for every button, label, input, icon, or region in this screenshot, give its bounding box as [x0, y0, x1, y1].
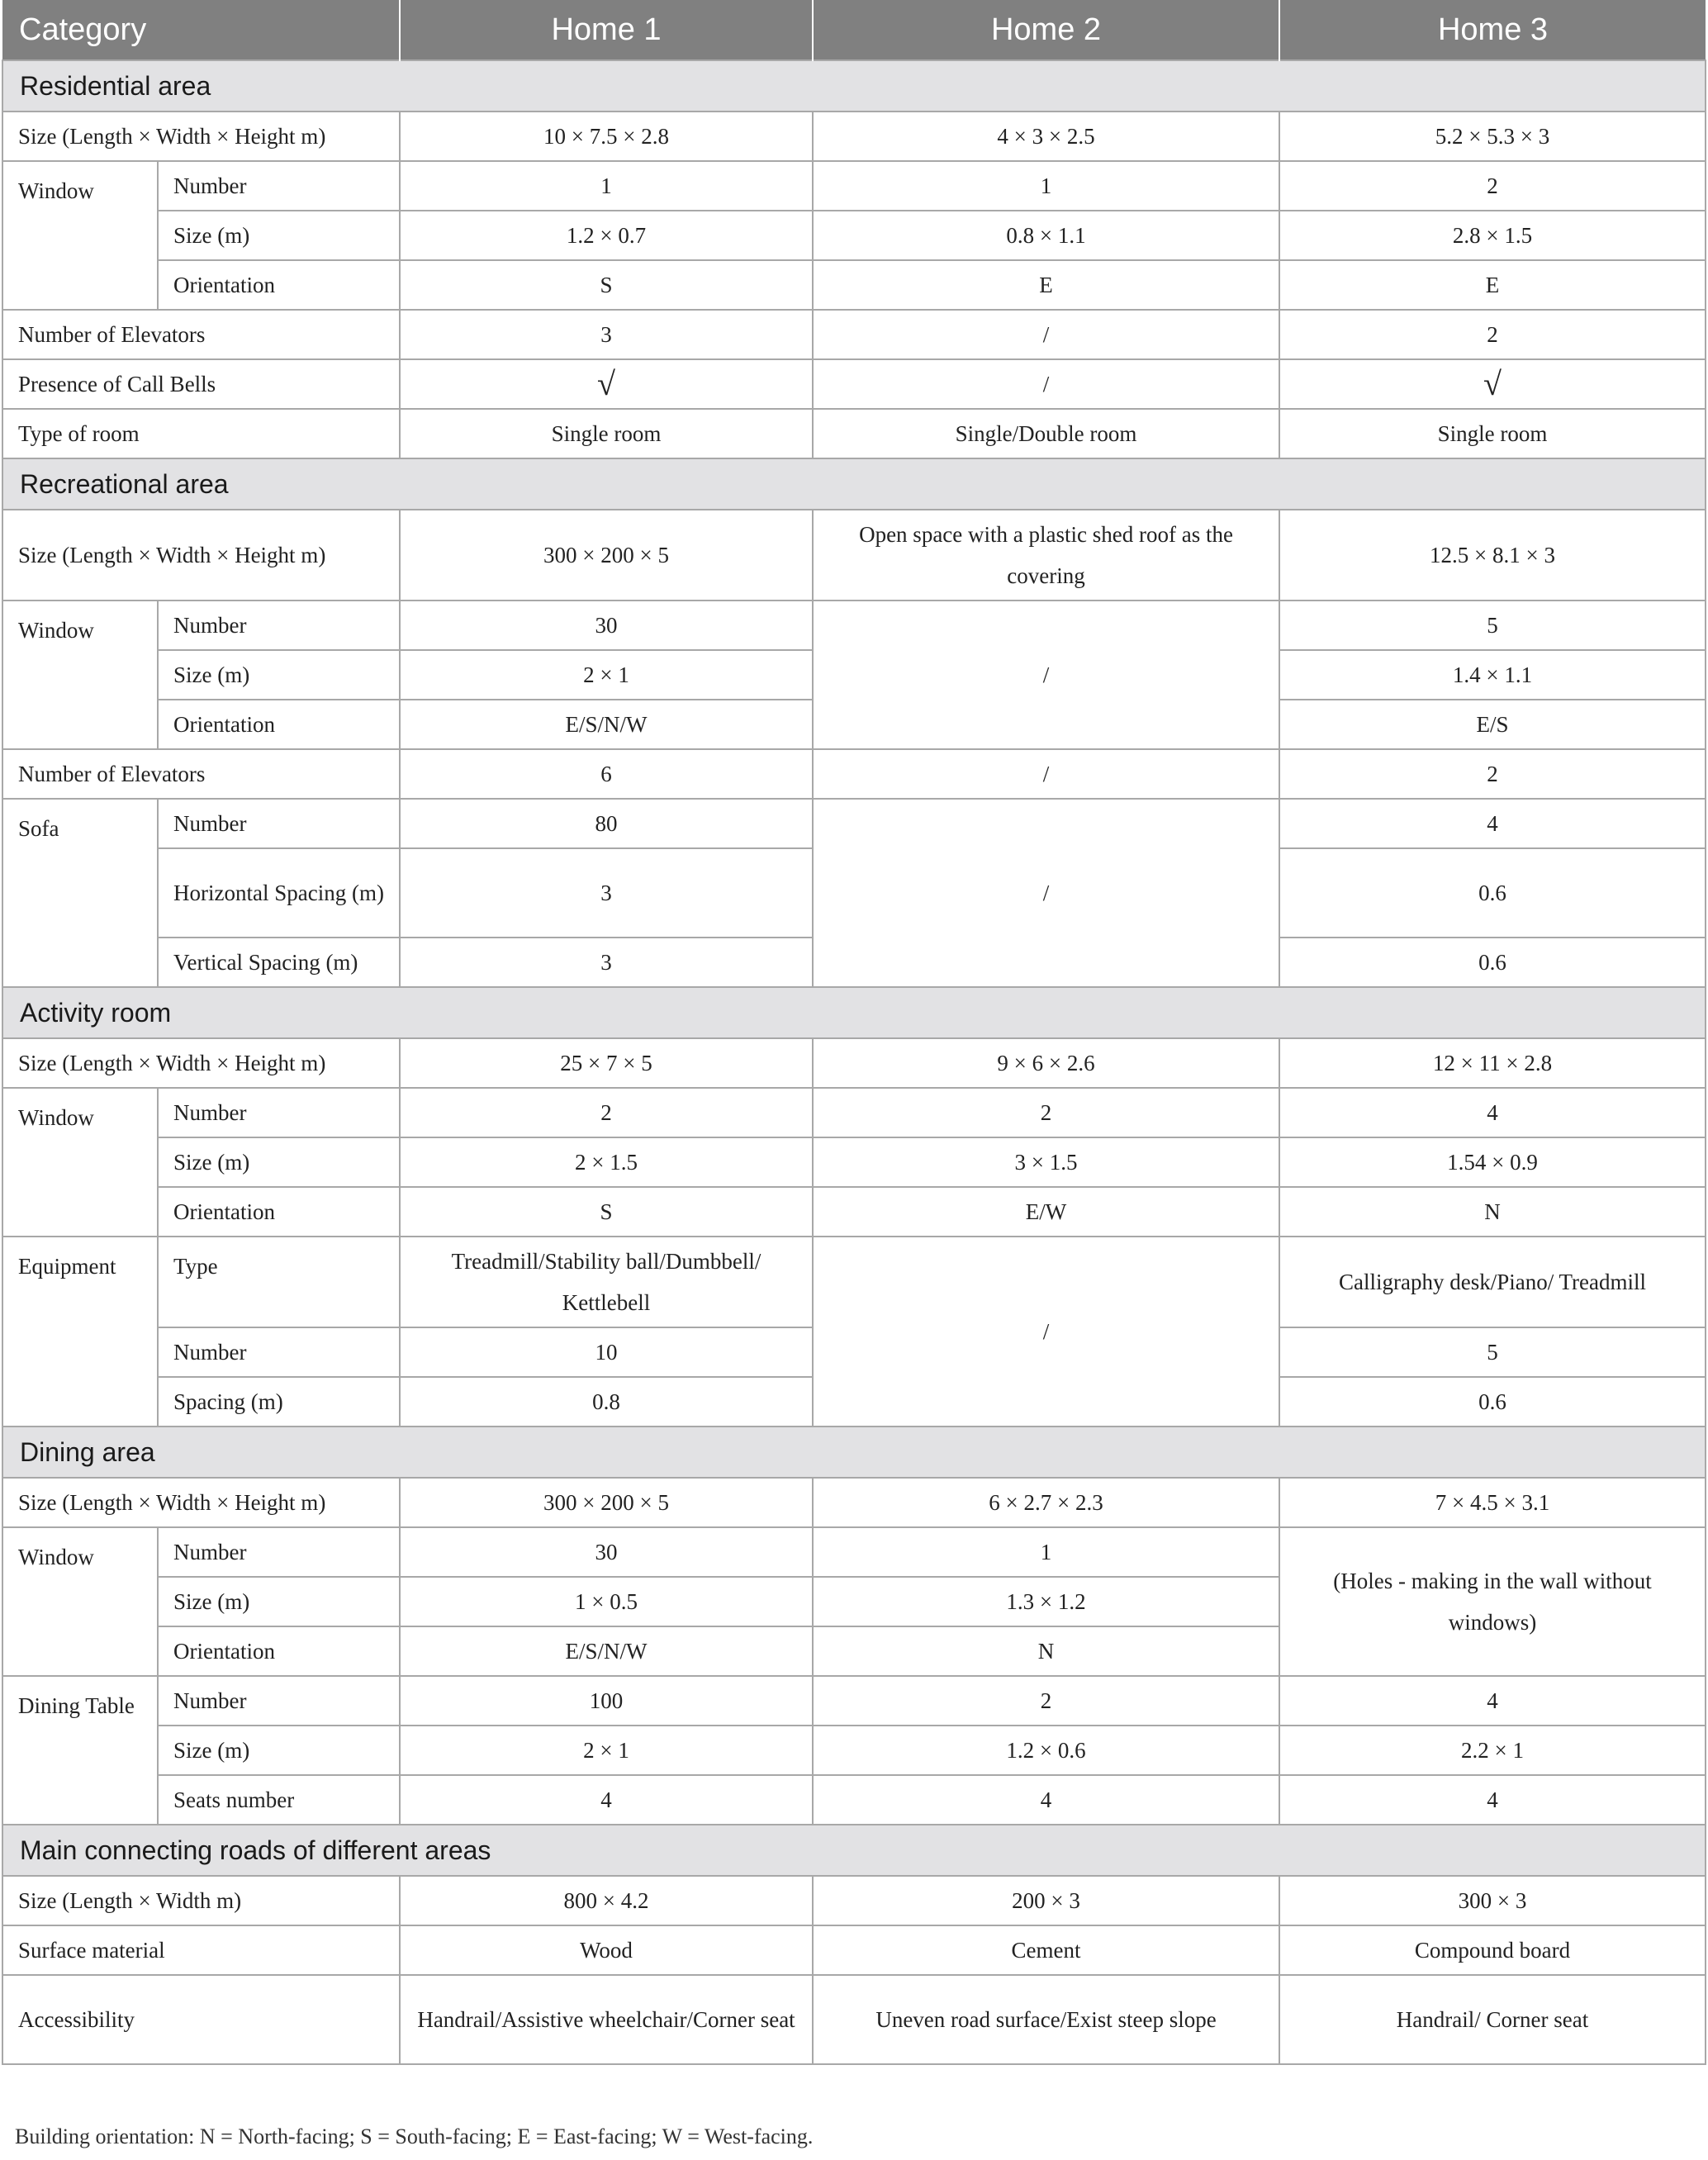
row-label: Size (Length × Width × Height m) — [2, 510, 400, 601]
row-label: Vertical Spacing (m) — [158, 938, 400, 987]
table-cell: 4 — [400, 1775, 813, 1825]
table-cell: S — [400, 260, 813, 310]
row-group-label: Window — [2, 1527, 158, 1676]
table-row — [2, 510, 1706, 601]
row-group-label: Window — [2, 601, 158, 749]
row-label: Size (Length × Width × Height m) — [2, 112, 400, 161]
header-category: Category — [2, 0, 400, 60]
table-cell: 2.2 × 1 — [1279, 1726, 1706, 1775]
table-row — [2, 1975, 1706, 2064]
table-cell: 7 × 4.5 × 3.1 — [1279, 1478, 1706, 1527]
table-cell: 2 — [813, 1088, 1279, 1137]
row-group-label: Dining Table — [2, 1676, 158, 1825]
table-cell: Calligraphy desk/Piano/ Treadmill — [1279, 1237, 1706, 1327]
row-label: Number — [158, 799, 400, 848]
row-group-label: Window — [2, 1088, 158, 1237]
table-cell: 2 — [1279, 749, 1706, 799]
table-cell: 4 — [1279, 1676, 1706, 1726]
section-dining: Dining area — [2, 1427, 1706, 1478]
section-row — [2, 1427, 1706, 1478]
section-row — [2, 987, 1706, 1038]
table-cell: 10 × 7.5 × 2.8 — [400, 112, 813, 161]
row-label: Number — [158, 601, 400, 650]
table-cell: 1.2 × 0.6 — [813, 1726, 1279, 1775]
row-label: Number — [158, 161, 400, 211]
table-cell: Compound board — [1279, 1925, 1706, 1975]
table-cell: 12 × 11 × 2.8 — [1279, 1038, 1706, 1088]
row-label: Seats number — [158, 1775, 400, 1825]
row-label: Size (m) — [158, 211, 400, 260]
row-label: Size (m) — [158, 1726, 400, 1775]
row-label: Type of room — [2, 409, 400, 458]
table-cell: Single/Double room — [813, 409, 1279, 458]
row-group-label: Sofa — [2, 799, 158, 987]
table-row — [2, 1726, 1706, 1775]
row-label: Size (m) — [158, 1137, 400, 1187]
table-row — [2, 1038, 1706, 1088]
section-row — [2, 60, 1706, 112]
table-row — [2, 359, 1706, 409]
table-cell: 10 — [400, 1327, 813, 1377]
table-row — [2, 1478, 1706, 1527]
table-cell: E/S/N/W — [400, 1626, 813, 1676]
table-row — [2, 1876, 1706, 1925]
table-row — [2, 310, 1706, 359]
row-group-label: Equipment — [2, 1237, 158, 1427]
table-cell: 3 × 1.5 — [813, 1137, 1279, 1187]
table-cell: Single room — [1279, 409, 1706, 458]
table-cell: / — [813, 799, 1279, 987]
table-row — [2, 1237, 1706, 1327]
table-cell: / — [813, 310, 1279, 359]
row-label: Orientation — [158, 700, 400, 749]
row-label: Accessibility — [2, 1975, 400, 2064]
table-cell: E/W — [813, 1187, 1279, 1237]
row-label: Orientation — [158, 1187, 400, 1237]
table-cell: 4 — [1279, 799, 1706, 848]
row-label: Size (Length × Width × Height m) — [2, 1038, 400, 1088]
section-roads: Main connecting roads of different areas — [2, 1825, 1706, 1876]
row-label: Size (Length × Width m) — [2, 1876, 400, 1925]
table-cell: (Holes - making in the wall without windows) — [1279, 1527, 1706, 1676]
table-cell: 3 — [400, 310, 813, 359]
row-label: Spacing (m) — [158, 1377, 400, 1427]
table-row — [2, 409, 1706, 458]
table-cell: 2 — [400, 1088, 813, 1137]
data-table — [2, 0, 1706, 2065]
table-cell: 4 — [813, 1775, 1279, 1825]
table-cell: 100 — [400, 1676, 813, 1726]
check-mark: √ — [400, 359, 813, 409]
table-cell: 2 — [1279, 310, 1706, 359]
section-recreational: Recreational area — [2, 458, 1706, 510]
table-row — [2, 112, 1706, 161]
table-row — [2, 211, 1706, 260]
row-label: Number — [158, 1327, 400, 1377]
table-cell: / — [813, 1237, 1279, 1427]
row-label: Type — [158, 1237, 400, 1327]
table-cell: 0.8 — [400, 1377, 813, 1427]
table-cell: Handrail/Assistive wheelchair/Corner seat — [400, 1975, 813, 2064]
table-cell: 80 — [400, 799, 813, 848]
table-cell: 3 — [400, 938, 813, 987]
table-row — [2, 161, 1706, 211]
table-row — [2, 1676, 1706, 1726]
table-cell: E/S — [1279, 700, 1706, 749]
table-cell: 4 × 3 × 2.5 — [813, 112, 1279, 161]
table-cell: 5.2 × 5.3 × 3 — [1279, 112, 1706, 161]
section-row — [2, 1825, 1706, 1876]
table-cell: 2 — [813, 1676, 1279, 1726]
table-cell: 25 × 7 × 5 — [400, 1038, 813, 1088]
row-label: Orientation — [158, 260, 400, 310]
row-label: Size (m) — [158, 650, 400, 700]
row-group-label: Window — [2, 161, 158, 310]
table-cell: 6 × 2.7 × 2.3 — [813, 1478, 1279, 1527]
header-home2: Home 2 — [813, 0, 1279, 60]
row-label: Size (Length × Width × Height m) — [2, 1478, 400, 1527]
header-home1: Home 1 — [400, 0, 813, 60]
table-cell: 300 × 200 × 5 — [400, 1478, 813, 1527]
table-cell: 30 — [400, 1527, 813, 1577]
table-cell: 1.3 × 1.2 — [813, 1577, 1279, 1626]
table-cell: / — [813, 749, 1279, 799]
table-cell: 1 — [400, 161, 813, 211]
table-cell: 2 — [1279, 161, 1706, 211]
row-label: Number of Elevators — [2, 310, 400, 359]
table-cell: Cement — [813, 1925, 1279, 1975]
row-label: Number of Elevators — [2, 749, 400, 799]
table-cell: Handrail/ Corner seat — [1279, 1975, 1706, 2064]
table-row — [2, 601, 1706, 650]
table-cell: 0.6 — [1279, 1377, 1706, 1427]
row-label: Size (m) — [158, 1577, 400, 1626]
table-cell: 4 — [1279, 1088, 1706, 1137]
table-row — [2, 260, 1706, 310]
table-cell: 800 × 4.2 — [400, 1876, 813, 1925]
table-cell: E — [813, 260, 1279, 310]
table-cell: 1 — [813, 161, 1279, 211]
table-cell: E/S/N/W — [400, 700, 813, 749]
table-cell: 1.2 × 0.7 — [400, 211, 813, 260]
table-cell: 1 — [813, 1527, 1279, 1577]
table-cell: 5 — [1279, 1327, 1706, 1377]
table-cell: N — [813, 1626, 1279, 1676]
table-row — [2, 1088, 1706, 1137]
table-cell: 2 × 1 — [400, 650, 813, 700]
table-cell: 1.4 × 1.1 — [1279, 650, 1706, 700]
table-cell: Open space with a plastic shed roof as the covering — [813, 510, 1279, 601]
table-row — [2, 749, 1706, 799]
table-cell: 30 — [400, 601, 813, 650]
table-cell: Treadmill/Stability ball/Dumbbell/ Kettlebell — [400, 1237, 813, 1327]
table-cell: / — [813, 601, 1279, 749]
table-cell: 0.6 — [1279, 938, 1706, 987]
header-row — [2, 0, 1706, 60]
row-label: Orientation — [158, 1626, 400, 1676]
table-cell: 1.54 × 0.9 — [1279, 1137, 1706, 1187]
table-cell: 12.5 × 8.1 × 3 — [1279, 510, 1706, 601]
table-row — [2, 799, 1706, 848]
table-row — [2, 1187, 1706, 1237]
table-cell: 0.8 × 1.1 — [813, 211, 1279, 260]
table-cell: N — [1279, 1187, 1706, 1237]
table-row — [2, 1527, 1706, 1577]
table-cell: / — [813, 359, 1279, 409]
table-cell: 2 × 1.5 — [400, 1137, 813, 1187]
section-residential: Residential area — [2, 60, 1706, 112]
table-cell: 5 — [1279, 601, 1706, 650]
section-row — [2, 458, 1706, 510]
row-label: Presence of Call Bells — [2, 359, 400, 409]
row-label: Surface material — [2, 1925, 400, 1975]
table-cell: Single room — [400, 409, 813, 458]
table-cell: 1 × 0.5 — [400, 1577, 813, 1626]
table-cell: 4 — [1279, 1775, 1706, 1825]
table-cell: 300 × 200 × 5 — [400, 510, 813, 601]
table-row — [2, 1775, 1706, 1825]
table-cell: S — [400, 1187, 813, 1237]
row-label: Horizontal Spacing (m) — [158, 848, 400, 938]
table-cell: 200 × 3 — [813, 1876, 1279, 1925]
header-home3: Home 3 — [1279, 0, 1706, 60]
table-cell: E — [1279, 260, 1706, 310]
table-cell: 300 × 3 — [1279, 1876, 1706, 1925]
section-activity: Activity room — [2, 987, 1706, 1038]
table-cell: Wood — [400, 1925, 813, 1975]
table-footnote: Building orientation: N = North-facing; S = South-facing; E = East-facing; W = West-facing. — [15, 2124, 814, 2148]
table-cell: 0.6 — [1279, 848, 1706, 938]
table-cell: 6 — [400, 749, 813, 799]
table-cell: 9 × 6 × 2.6 — [813, 1038, 1279, 1088]
row-label: Number — [158, 1676, 400, 1726]
table-cell: Uneven road surface/Exist steep slope — [813, 1975, 1279, 2064]
table-cell: 2.8 × 1.5 — [1279, 211, 1706, 260]
table-cell: 3 — [400, 848, 813, 938]
row-label: Number — [158, 1088, 400, 1137]
table-row — [2, 1137, 1706, 1187]
check-mark: √ — [1279, 359, 1706, 409]
table-row — [2, 1925, 1706, 1975]
table-cell: 2 × 1 — [400, 1726, 813, 1775]
row-label: Number — [158, 1527, 400, 1577]
